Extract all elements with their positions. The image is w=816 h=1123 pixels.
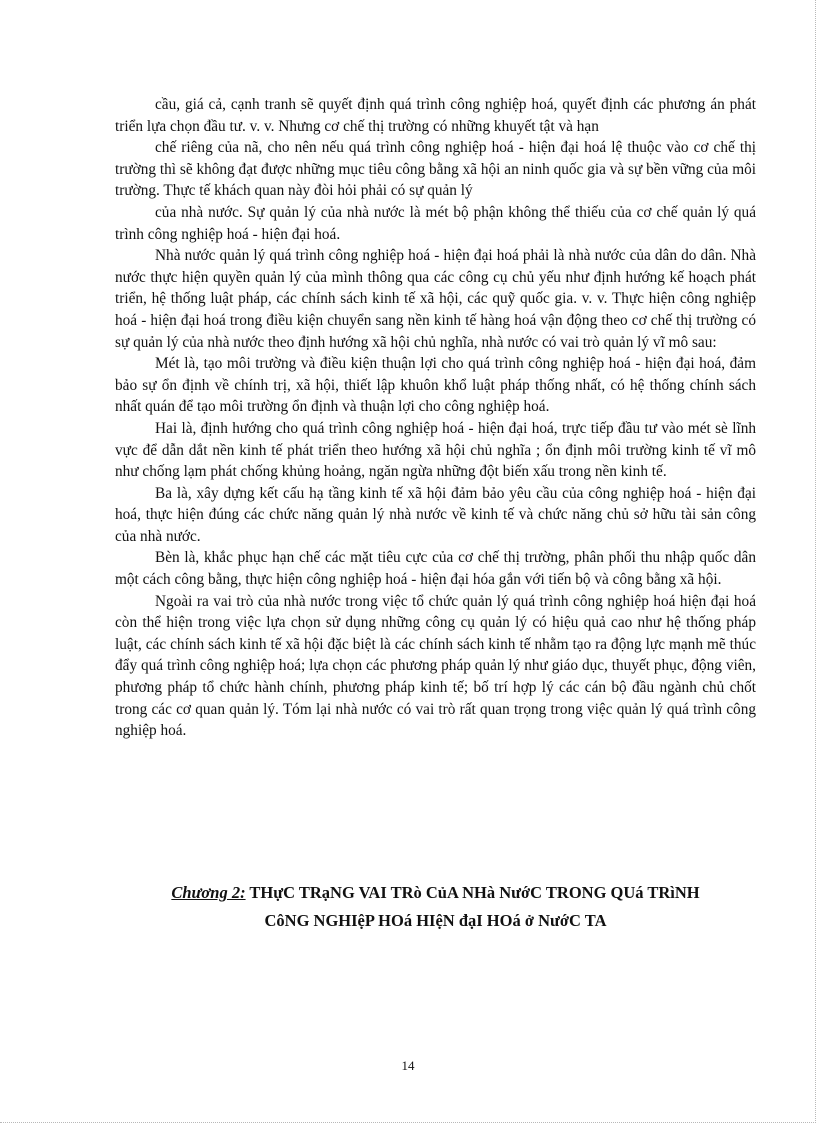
paragraph: Mét là, tạo môi trường và điều kiện thuận lợi cho quá trình công nghiệp hoá - hiện đại hoá, đảm bảo sự ổn định về chính trị, xã hội, thiết lập khuôn khổ luật pháp thống nhất, có hệ thống chính sách nhất quán để tạo môi trường ổn định và thuận lợi cho công nghiệp hoá.: [115, 355, 756, 416]
paragraph: Ba là, xây dựng kết cấu hạ tầng kinh tế xã hội đảm bảo yêu cầu của công nghiệp hoá - hiện đại hoá, thực hiện đúng các chức năng quản lý nhà nước về kinh tế và chức năng chủ sở hữu tài sản công của nhà nước.: [115, 484, 756, 545]
chapter-heading-line-1: [115, 879, 756, 907]
paragraph: Bèn là, khắc phục hạn chế các mặt tiêu cực của cơ chế thị trường, phân phối thu nhập quốc dân một cách công bằng, thực hiện công nghiệp hoá - hiện đại hóa gắn với tiến bộ và công bằng xã hội.: [115, 549, 756, 589]
paragraph: của nhà nước. Sự quản lý của nhà nước là mét bộ phận không thể thiếu của cơ chế quản lý quá trình công nghiệp hoá - hiện đại hoá.: [115, 203, 756, 243]
paragraph: Ngoài ra vai trò của nhà nước trong việc tổ chức quản lý quá trình công nghiệp hoá hiện đại hoá còn thể hiện trong việc lựa chọn sử dụng những công cụ quản lý có hiệu quả cao như hệ thống pháp luật, các chính sách kinh tế xã hội đặc biệt là các chính sách kinh tế nhằm tạo ra động lực mạnh mẽ thúc đẩy quá trình công nghiệp hoá; lựa chọn các phương pháp quản lý như giáo dục, thuyết phục, động viên, phương pháp tổ chức hành chính, phương pháp kinh tế; bố trí hợp lý các cán bộ đầu ngành chủ chốt trong các cơ quan quản lý. Tóm lại nhà nước có vai trò rất quan trọng trong việc quản lý quá trình công nghiệp hoá.: [115, 592, 756, 740]
paragraph: Hai là, định hướng cho quá trình công nghiệp hoá - hiện đại hoá, trực tiếp đầu tư vào mét sè lĩnh vực để dẫn dắt nền kinh tế phát triển theo hướng xã hội chủ nghĩa ; ổn định môi trường kinh tế vĩ mô như chống lạm phát chống khủng hoảng, ngăn ngừa những đột biến xấu trong nền kinh tế.: [115, 419, 756, 481]
page-number: 14: [401, 1058, 415, 1073]
paragraph: chế riêng của nã, cho nên nếu quá trình công nghiệp hoá - hiện đại hoá lệ thuộc vào cơ chế thị trường thì sẽ không đạt được những mục tiêu công bằng xã hội an ninh quốc gia và sự bền vững của môi trường. Thực tế khách quan này đòi hỏi phải có sự quản lý: [115, 139, 756, 200]
chapter-label: Chương 2:: [171, 883, 246, 902]
body-text: [115, 94, 756, 742]
chapter-heading: [115, 879, 756, 935]
paragraph: cầu, giá cả, cạnh tranh sẽ quyết định quá trình công nghiệp hoá, quyết định các phương án phát triển lựa chọn đầu tư. v. v. Nhưng cơ chế thị trường có những khuyết tật và hạn: [115, 96, 756, 135]
chapter-title-line-2: CôNG NGHIệP HOá HIệN đạI HOá ở NướC TA: [264, 911, 607, 930]
chapter-title-line-1: THựC TRạNG VAI TRò CủA NHà NướC TRONG QUá TRìNH: [249, 883, 700, 902]
paragraph: Nhà nước quản lý quá trình công nghiệp hoá - hiện đại hoá phải là nhà nước của dân do dân. Nhà nước thực hiện quyền quản lý của mình thông qua các công cụ chủ yếu như định hướng kế hoạch phát triển, hệ thống luật pháp, các chính sách kinh tế xã hội, các quỹ quốc gia. v. v. Thực hiện công nghiệp hoá - hiện đại hoá trong điều kiện chuyển sang nền kinh tế hàng hoá vận động theo cơ chế thị trường có sự quản lý của nhà nước theo định hướng xã hội chủ nghĩa, nhà nước có vai trò quản lý vĩ mô sau:: [115, 247, 756, 351]
